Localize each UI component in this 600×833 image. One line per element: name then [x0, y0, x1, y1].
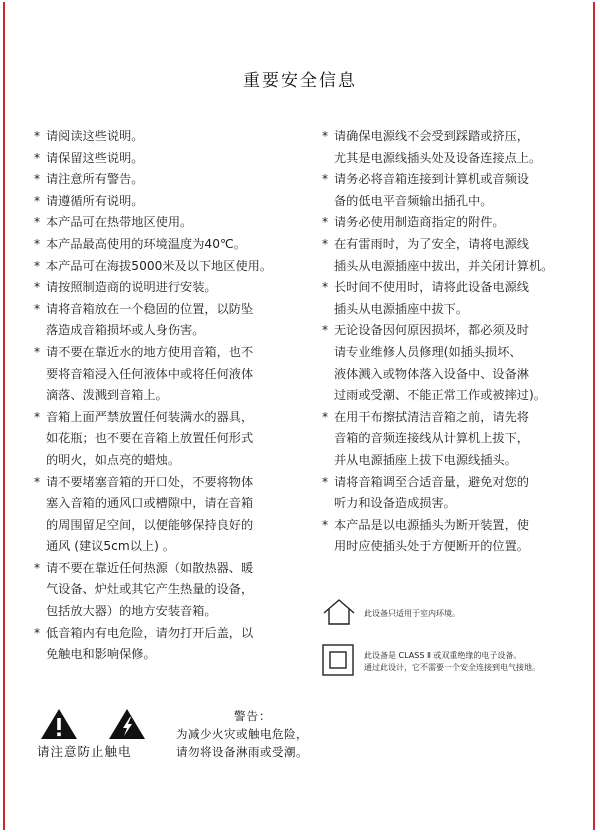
left-column: [34, 126, 296, 666]
left-item-line: 落造成音箱损坏或人身伤害。: [46, 323, 205, 338]
bullet-marker: *: [34, 474, 41, 489]
right-item-line: 备的低电平音频输出插孔中。: [334, 193, 493, 208]
right-item: [322, 277, 576, 320]
right-item-line: 插头从电源插座中拔出，并关闭计算机。: [334, 258, 554, 273]
warning-text: [176, 725, 308, 761]
right-item-line: 用时应使插头处于方便断开的位置。: [334, 539, 529, 554]
left-item-line: 滴落、泼溅到音箱上。: [46, 388, 168, 403]
warning-line-1: 为减少火灾或触电危险，: [176, 727, 308, 741]
bullet-marker: *: [34, 215, 41, 230]
bullet-marker: *: [322, 129, 329, 143]
right-item-line: 听力和设备造成损害。: [334, 496, 456, 511]
page-title: 重要安全信息: [243, 71, 357, 91]
left-item-line: 要将音箱浸入任何液体中或将任何液体: [46, 366, 254, 381]
left-item-line: 免触电和影响保修。: [46, 647, 156, 662]
left-item-line: 请不要在靠近任何热源（如散热器、暖: [46, 560, 254, 575]
right-item: [322, 234, 576, 277]
left-item-line: 请按照制造商的说明进行安装。: [46, 280, 217, 295]
right-item-line: 请将音箱调至合适音量，避免对您的: [334, 474, 529, 489]
right-item-line: 过雨或受潮、不能正常工作或被摔过)。: [334, 388, 546, 403]
bullet-marker: *: [34, 344, 41, 359]
left-item-line: 本产品可在海拔5000米及以下地区使用。: [46, 258, 273, 273]
left-item: [34, 407, 296, 472]
right-item-line: 请确保电源线不会受到踩踏或挤压，: [334, 129, 529, 143]
right-item: [322, 407, 576, 472]
left-item-line: 的明火，如点亮的蜡烛。: [46, 452, 181, 467]
left-item-line: 请不要堵塞音箱的开口处，不要将物体: [46, 474, 254, 489]
class2-line-1: 此设备是 CLASS Ⅱ 或双重绝缘的电子设备。: [364, 651, 522, 660]
double-square-icon: [322, 644, 354, 680]
indoor-notice: [322, 598, 460, 630]
bullet-marker: *: [34, 301, 41, 316]
left-item-line: 请阅读这些说明。: [46, 129, 144, 143]
left-item: [34, 299, 296, 342]
right-item-line: 请专业维修人员修理(如插头损坏、: [334, 344, 522, 359]
right-item-line: 请务必将音箱连接到计算机或音频设: [334, 172, 529, 187]
warning-title: 警告：: [234, 709, 272, 723]
left-item: [34, 212, 296, 234]
bullet-marker: *: [322, 517, 329, 532]
right-item: [322, 212, 576, 234]
right-item-line: 并从电源插座上拔下电源线插头。: [334, 452, 517, 467]
left-item-line: 请将音箱放在一个稳固的位置，以防坠: [46, 301, 254, 316]
class2-notice-text: [364, 650, 540, 674]
left-item-line: 气设备、炉灶或其它产生热量的设备，: [46, 582, 254, 597]
bullet-marker: *: [34, 280, 41, 295]
right-item: [322, 126, 576, 169]
shock-warning-label: 请注意防止触电: [37, 744, 132, 759]
class2-line-2: 通过此设计，它不需要一个安全连接到电气接地。: [364, 663, 540, 672]
bullet-marker: *: [322, 409, 329, 424]
left-item-line: 包括放大器）的地方安装音箱。: [46, 604, 217, 619]
left-item: [34, 623, 296, 666]
left-item-line: 请保留这些说明。: [46, 150, 144, 165]
right-item-line: 插头从电源插座中拔下。: [334, 301, 469, 316]
right-item-line: 在用干布擦拭清洁音箱之前，请先将: [334, 409, 529, 424]
indoor-notice-text: 此设备只适用于室内环境。: [364, 609, 460, 618]
bullet-marker: *: [322, 236, 329, 251]
warning-icons: [40, 708, 160, 740]
left-item-line: 请遵循所有说明。: [46, 193, 144, 208]
left-item-line: 的周围留足空间，以便能够保持良好的: [46, 517, 254, 532]
bullet-marker: *: [322, 474, 329, 489]
bullet-marker: *: [34, 625, 41, 640]
left-item-line: 请不要在靠近水的地方使用音箱，也不: [46, 344, 254, 359]
right-item-line: 液体溅入或物体落入设备中、设备淋: [334, 366, 529, 381]
left-item-line: 低音箱内有电危险，请勿打开后盖，以: [46, 625, 254, 640]
bullet-marker: *: [34, 409, 41, 424]
left-item: [34, 558, 296, 623]
right-item-line: 在有雷雨时，为了安全，请将电源线: [334, 236, 529, 251]
left-item: [34, 191, 296, 213]
right-item: [322, 320, 576, 406]
left-item-line: 通风 (建议5cm以上) 。: [46, 539, 175, 554]
right-column: [322, 126, 576, 558]
left-item: [34, 148, 296, 170]
right-item-line: 尤其是电源线插头处及设备连接点上。: [334, 150, 542, 165]
right-item-line: 请务必使用制造商指定的附件。: [334, 215, 505, 230]
bullet-marker: *: [34, 236, 41, 251]
right-item-line: 无论设备因何原因损坏，都必须及时: [334, 323, 529, 338]
bullet-marker: *: [322, 172, 329, 187]
left-item-line: 本产品可在热带地区使用。: [46, 215, 193, 230]
left-item-line: 塞入音箱的通风口或槽隙中，请在音箱: [46, 496, 254, 511]
bullet-marker: *: [322, 280, 329, 295]
class2-notice: [322, 644, 540, 680]
right-item-line: 音箱的音频连接线从计算机上拔下，: [334, 431, 529, 446]
right-item-line: 本产品是以电源插头为断开装置，使: [334, 517, 529, 532]
right-item: [322, 169, 576, 212]
exclamation-triangle-icon: [40, 708, 78, 744]
bullet-marker: *: [34, 560, 41, 575]
left-item: [34, 342, 296, 407]
bullet-marker: *: [34, 258, 41, 273]
house-icon: [322, 598, 356, 630]
left-item-line: 如花瓶；也不要在音箱上放置任何形式: [46, 431, 254, 446]
left-item-line: 本产品最高使用的环境温度为40℃。: [46, 236, 246, 251]
bullet-marker: *: [322, 323, 329, 338]
left-item: [34, 277, 296, 299]
left-item: [34, 472, 296, 558]
left-item: [34, 256, 296, 278]
bullet-marker: *: [34, 172, 41, 187]
warning-line-2: 请勿将设备淋雨或受潮。: [176, 745, 308, 759]
left-item: [34, 234, 296, 256]
bullet-marker: *: [34, 150, 41, 165]
lightning-triangle-icon: [108, 708, 146, 744]
right-item: [322, 515, 576, 558]
left-item-line: 音箱上面严禁放置任何装满水的器具，: [46, 409, 254, 424]
right-item: [322, 472, 576, 515]
left-item-line: 请注意所有警告。: [46, 172, 144, 187]
left-item: [34, 169, 296, 191]
bullet-marker: *: [34, 129, 41, 143]
bullet-marker: *: [34, 193, 41, 208]
bullet-marker: *: [322, 215, 329, 230]
right-item-line: 长时间不使用时，请将此设备电源线: [334, 280, 529, 295]
left-item: [34, 126, 296, 148]
